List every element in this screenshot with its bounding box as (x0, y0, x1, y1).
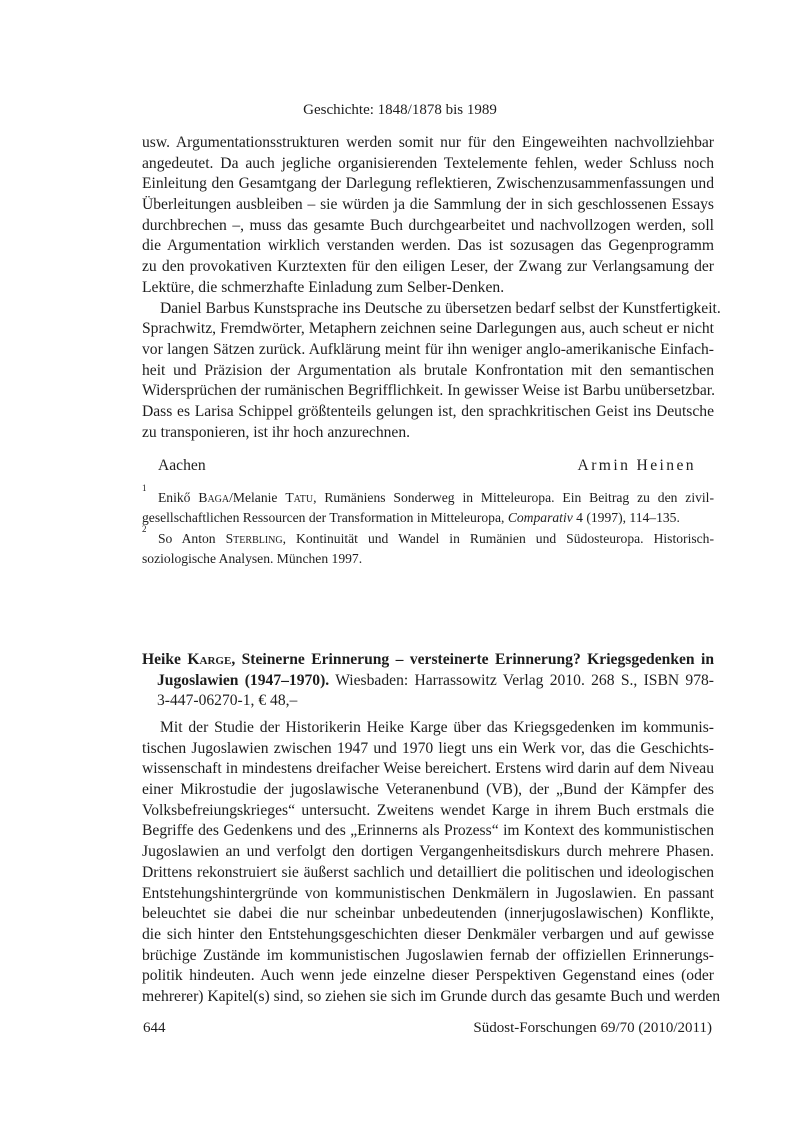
author-surname: Tatu (285, 490, 314, 505)
text-line: einer Mikrostudie der jugoslawische Veteranenbund (VB), der „Bund der Kämpfer des (142, 781, 714, 799)
footnote-2-cont: soziologische Analysen. München 1997. (142, 550, 363, 566)
author-surname: Baga (198, 490, 230, 505)
page-number: 644 (143, 1020, 166, 1036)
running-header: Geschichte: 1848/1878 bis 1989 (303, 102, 497, 118)
text-line: vor langen Sätzen zurück. Aufklärung meint für ihn weniger anglo-amerikanische Einfach- (142, 340, 714, 358)
footnote-mark: 2 (142, 523, 147, 534)
paragraph-first-line: Daniel Barbus Kunstsprache ins Deutsche zu übersetzen bedarf selbst der Kunstfertigkeit. (160, 299, 721, 317)
review-2-heading (142, 650, 714, 712)
review-place: Aachen (158, 457, 206, 474)
text-line: zu den provokativen Kurztexten für den eiligen Leser, der Zwang zur Verlangsamung der (142, 258, 714, 276)
text-line: Begriffe des Gedenkens und des „Erinnerns als Prozess“ im Kontext des kommunistischen (142, 822, 714, 840)
book-author-surname: Karge (187, 651, 232, 668)
text-line: mehrerer) Kapitel(s) sind, so ziehen sie sich im Grunde durch das gesamte Buch und werden (142, 987, 721, 1005)
text-line: zu transponieren, ist ihr hoch anzurechnen. (142, 423, 411, 441)
text-line: Drittens rekonstruiert sie äußerst sachlich und detailliert die politischen und ideologischen (142, 863, 714, 881)
review-1-text (142, 133, 721, 443)
text-line: Überleitungen ausbleiben – sie würden ja die Sammlung der in sich geschlossenen Essays (142, 196, 714, 214)
text-line: heit und Präzision der Argumentation als brutale Konfrontation mit den semantischen (142, 361, 714, 379)
text-line: usw. Argumentationsstrukturen werden somit nur für den Eingeweihten nachvollziehbar (142, 134, 714, 151)
heading-line: Jugoslawien (1947–1970). Wiesbaden: Harrassowitz Verlag 2010. 268 S., ISBN 978- (157, 671, 714, 689)
footnote-1-cont: gesellschaftlichen Ressourcen der Transformation in Mitteleuropa, Comparativ 4 (1997), 114–135. (142, 510, 680, 526)
text-line: die Argumentation wirklich verstanden werden. Das ist sozusagen das Gegenprogramm (142, 237, 714, 255)
text-line: politik hindeuten. Auch wenn jede einzelne dieser Perspektiven Gegenstand eines (oder (142, 967, 714, 985)
footnote-1: 1 Enikő Baga/Melanie Tatu, Rumäniens Sonderweg in Mitteleuropa. Ein Beitrag zu den zivil- (142, 483, 714, 505)
text-line: tischen Jugoslawien zwischen 1947 und 1970 liegt uns ein Werk vor, das die Geschichts- (142, 739, 714, 757)
journal-title: Comparativ (507, 510, 573, 526)
footnotes (142, 483, 714, 569)
text-line: Lektüre, die schmerzhafte Einladung zum Selber-Denken. (142, 278, 505, 296)
paragraph-first-line: Mit der Studie der Historikerin Heike Karge über das Kriegsgedenken im kommunis- (160, 719, 714, 736)
text-line: wissenschaft in mindestens dreifacher Weise bereichert. Erstens wird darin auf dem Niveau (142, 760, 714, 778)
heading-line: Heike Karge, Steinerne Erinnerung – versteinerte Erinnerung? Kriegsgedenken in (142, 651, 714, 668)
text-line: Volksbefreiungskrieges“ untersucht. Zweitens wendet Karge in ihrem Buch erstmals die (142, 801, 714, 819)
text-line: die sich hinter den Entstehungsgeschichten dieser Denkmäler verbargen und auf gewisse (142, 925, 714, 943)
text-line: brüchige Zustände im kommunistischen Jugoslawien fernab der offiziellen Erinnerungs- (142, 946, 714, 964)
review-signature (142, 456, 714, 476)
text-line: beleuchtet sie dabei die nur scheinbar unbedeutenden (innerjugoslawischen) Konflikte, (142, 905, 714, 923)
footnote-2: 2 So Anton Sterbling, Kontinuität und Wandel in Rumänien und Südosteuropa. Historisch- (142, 523, 714, 546)
text-line: Widersprüchen der rumänischen Begrifflichkeit. In gewisser Weise ist Barbu unübersetzbar. (142, 382, 716, 400)
review-2-text (142, 718, 721, 1008)
footnote-mark: 1 (142, 483, 147, 493)
author-surname: Sterbling (225, 530, 283, 546)
text-line: Sprachwitz, Fremdwörter, Metaphern zeichnen seine Darlegungen aus, auch scheut er nicht (142, 320, 714, 338)
text-line: Einleitung den Gesamtgang der Darlegung reflektieren, Zwischenzusammenfassungen und (142, 175, 714, 193)
page-footer (142, 1018, 714, 1038)
reviewer-name: Armin Heinen (577, 457, 696, 474)
text-line: durchbrechen –, muss das gesamte Buch durchgearbeitet und nachvollzogen werden, soll (142, 216, 714, 234)
text-line: Jugoslawien an und verfolgt den dortigen Vergangenheitsdiskurs durch mehrere Phasen. (142, 843, 714, 861)
text-line: Entstehungshintergründe von kommunistischen Denkmälern in Jugoslawien. En passant (142, 884, 714, 902)
journal-citation: Südost-Forschungen 69/70 (2010/2011) (473, 1020, 712, 1036)
text-line: Dass es Larisa Schippel größtenteils gelungen ist, den sprachkritischen Geist ins Deutsche (142, 402, 714, 420)
text-line: angedeutet. Da auch jegliche organisierenden Textelemente fehlen, weder Schluss noch (142, 154, 714, 172)
heading-line: 3-447-06270-1, € 48,– (157, 692, 298, 709)
